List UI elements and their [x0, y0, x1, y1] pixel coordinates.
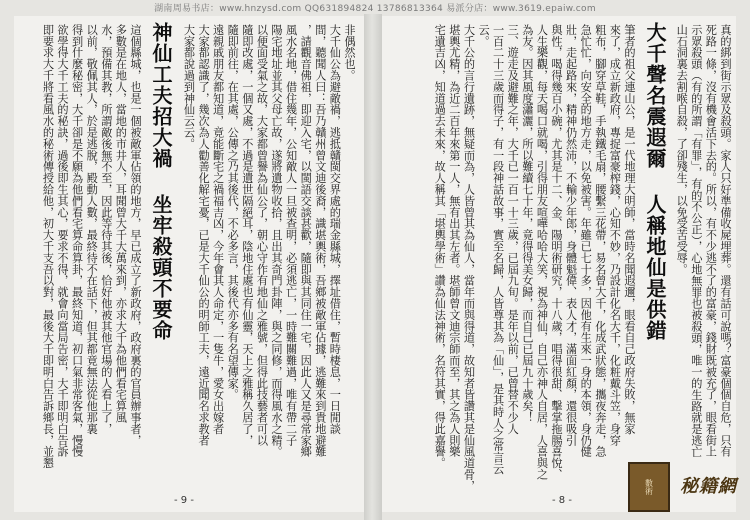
- text-column: 大千公的言行遺跡，無疑而為，人皆曾其為仙人，當年而與得道，故知者皆讚其是仙風道骨，: [462, 24, 476, 492]
- text-column: 來了，成立新政府，專捉富豪榨錢，心知不妙，乃設計化名大千，化粧戴斗笠，身穿: [608, 24, 622, 446]
- text-column: 陽宅地址並其父母亡故，遂將遺物收拾，且出其奇門卦陣，與之同修，而得風水之精。: [270, 24, 284, 458]
- text-column: 死路一條，沒有機會活下去的。所以，有不少逃不了的富豪，錢財既被充了，眼看街上: [704, 24, 718, 458]
- watermark-logo: 秘籍網: [680, 476, 737, 497]
- text-column: 大家都說過到神仙云云。: [182, 24, 196, 150]
- page-nine: [14, 16, 364, 512]
- text-column: 人生樂觀，每天喝口就喝，引得朋友喧嘩哈哈大笑，視為神仙，自己亦神人自居，人喜與之: [535, 24, 549, 480]
- text-column: 大家都認識了，幾次為人勸善化解宅憂，已是大千仙公的明師工夫，遠近聞名求教者: [197, 24, 211, 446]
- seal-text: 數術: [644, 479, 654, 495]
- text-column: 與性，喝得幾百小碗，尤其是十二、金、陽明術研究，十八歲，唱得很甜、擊掌拖腸喜悅、: [550, 24, 564, 480]
- page-number: - 8 -: [552, 495, 572, 506]
- text-column: 山石洞裏去割喉自殺，了卻殘生，以免受苦受辱。: [675, 24, 689, 275]
- page-eight-top-block: [670, 24, 732, 494]
- text-column: 隨即前往，在其處，公傳之乃其後代，不必多言，其後代亦多有名望傳家。: [226, 24, 240, 401]
- page-nine-body-top: [176, 24, 356, 494]
- text-column: 以前，敬佩其人，於是逃脫，殿動人數，最終待不在話下，但其都竟無法從他那裏: [85, 24, 99, 435]
- page-nine-body-bottom: [22, 24, 142, 494]
- section-heading: 大千聲名震遐爾 人稱地仙是供錯: [643, 22, 667, 341]
- text-column: 三、遊走及避難之年，大千已一百一十三歲，已屆九旬。是年以前，已曾替不少人: [506, 24, 520, 435]
- text-column: 筆者的祖父連山公，是一代地理大明師，當時名聞遐邇，眼看自己政府失敗，無家: [623, 24, 636, 435]
- text-column: 得到什麼秘密，大千卻是不願為他們看宅算命算卦，最終知道，初口氣非常客氣，慢慢: [70, 24, 84, 458]
- text-column: ，請觀音佛祖，即迎入宅，以閩語交談甚歡，隨即與其同住一宅，因此人又是尋常家鄉: [299, 24, 313, 458]
- text-column: 多數是在地人，當地的市井人，耳聞曾大千大萬來到，亦求大千為他們看宅算風: [114, 24, 128, 423]
- text-column: 為友。因其風度瀟灑，所以難續七十年，竟得得美女歸，而自己已屆九十歲矣！: [520, 24, 534, 423]
- page-number: - 9 -: [174, 495, 194, 506]
- text-column: 隨即改處，一個又處，不過是遺世隔絕耳，陰地住處也有仙靈，天上之雅稱久居了，: [240, 24, 254, 446]
- text-column: 欲學得大千工夫的秘訣，過後即生其心，要求不得，就會向當局告密，大千即明白告訴: [56, 24, 70, 458]
- text-column: 即要求大千將看風水的秘術傳授給他，初大千支吾以對，最後大千即明白告訴鄉長，並懇: [41, 24, 55, 469]
- section-heading: 神仙工夫招大禍 坐牢殺頭不要命: [149, 22, 173, 341]
- text-column: 以便面受氣之故，大家都曾譽為仙公了，朝心守作有地仙之雅號，但得此技藝者可以: [255, 24, 269, 446]
- text-column: 堪輿尤精，為近二百年來第一人，無有出其左者。堪師曾文迪宗師而至，其之為人則樂: [447, 24, 461, 458]
- text-column: 大千仙公為避敵禍，逃抵贛閩交界處的瑞金縣城，擇址借住，暫時棲息，一日閒談: [328, 24, 342, 435]
- source-watermark-bar: 湖南周易书店：www.hnzysd.com QQ631894824 13786813364 易派分店：www.3619.epaiw.com: [154, 3, 596, 14]
- text-column: 壯，走起路來，精神仍然沛，不輸少年郎，身體魁偉、表人才，滿面紅顏，還很吸引: [564, 24, 578, 446]
- text-column: 這個縣城，也是一個被敵軍佔領的地方，早已成立了新政府，政府裏的官員辦事者，: [129, 24, 142, 446]
- text-column: 粗布，腳穿草鞋，手執鐵毛扇，腰繫三花帶，易名曾大千，化成武狀態，攜夜奔走，急: [593, 24, 607, 458]
- text-column: 宅遺吉凶，知道過去未來，故人稱其「堪輿學術」讚為仙法神術，名符其實，得此嘉譽。: [433, 24, 447, 469]
- text-column: 風水名地，借住幾年，公知敵人一旦被查明，必須逃亡，一時難關難過，唯有帶二子: [284, 24, 298, 446]
- text-column: 水，預備其教，所謂敵後無不至，因此等待其後，恰好他被其他官場的人看上了，: [99, 24, 113, 435]
- page-eight-body: [388, 24, 636, 494]
- seal-stamp: [628, 462, 670, 512]
- text-column: 間，聽聞人曰：吾乃贛州曾文迪後裔，識堪輿術，吾鄉被敵軍佔據，逃難來到貴地避難: [313, 24, 327, 458]
- text-column: 非偶然也。: [343, 24, 356, 81]
- book-gutter: [364, 14, 382, 520]
- page-eight: [382, 16, 736, 512]
- text-column: 急忙忙，向安全的地方走，以免被害。年雖已七十多，因他有生來一身的本領，身仍健: [579, 24, 593, 458]
- text-column: 一百二十三歲而得子，有一段神話故事，實至名歸，人皆尊其為「仙」，是其時人之常言云云。: [477, 24, 505, 475]
- text-column: 遠親戚朋友都知道，竟能斷宅之禍福吉凶，今年會其人命定，一隻牛，愛女出嫁者: [211, 24, 225, 435]
- text-column: 真的綁到街示眾及殺頭。家人只好準備收屍埋葬。還有話可說嗎？富豪個個自危，只有: [719, 24, 732, 458]
- text-column: 示眾殺頭（有的所謂「有罪」，有的不公正），心地無罪也被殺頭，唯一的生路就是逃亡: [689, 24, 703, 458]
